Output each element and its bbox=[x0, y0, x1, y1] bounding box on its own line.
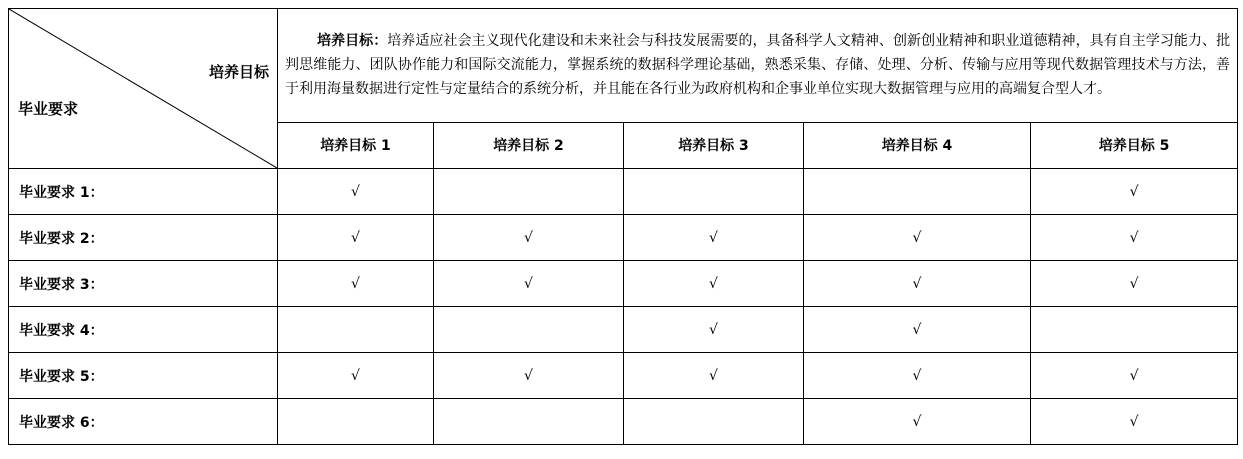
check-mark-cell: √ bbox=[804, 307, 1031, 353]
check-mark-cell: √ bbox=[278, 169, 434, 215]
check-mark-cell: √ bbox=[434, 215, 624, 261]
check-mark-cell: √ bbox=[278, 353, 434, 399]
requirement-row-2 bbox=[9, 215, 1238, 261]
empty-cell bbox=[624, 169, 804, 215]
check-mark-cell: √ bbox=[434, 353, 624, 399]
column-header-objective-3: 培养目标 3 bbox=[624, 122, 804, 168]
check-mark-cell: √ bbox=[1031, 261, 1238, 307]
requirement-row-1 bbox=[9, 169, 1238, 215]
requirement-label: 毕业要求 5： bbox=[9, 353, 278, 399]
check-mark-cell: √ bbox=[278, 215, 434, 261]
empty-cell bbox=[434, 169, 624, 215]
empty-cell bbox=[434, 399, 624, 445]
check-mark-cell: √ bbox=[1031, 353, 1238, 399]
requirement-row-3 bbox=[9, 261, 1238, 307]
requirement-label: 毕业要求 1： bbox=[9, 169, 278, 215]
empty-cell bbox=[1031, 307, 1238, 353]
check-mark-cell: √ bbox=[1031, 399, 1238, 445]
column-header-objective-5: 培养目标 5 bbox=[1031, 122, 1238, 168]
requirement-label: 毕业要求 4： bbox=[9, 307, 278, 353]
check-mark-cell: √ bbox=[624, 215, 804, 261]
check-mark-cell: √ bbox=[434, 261, 624, 307]
check-mark-cell: √ bbox=[804, 399, 1031, 445]
requirement-row-6 bbox=[9, 399, 1238, 445]
requirement-label: 毕业要求 2： bbox=[9, 215, 278, 261]
corner-header-cell bbox=[9, 9, 278, 169]
check-mark-cell: √ bbox=[804, 353, 1031, 399]
objective-text: 培养适应社会主义现代化建设和未来社会与科技发展需要的，具备科学人文精神、创新创业精神和职业道德精神，具有自主学习能力、批判思维能力、团队协作能力和国际交流能力，掌握系统的数据科学理论基础，熟悉采集、存储、处理、分析、传输与应用等现代数据管理技术与方法，善于利用海量数据进行定性与定量结合的系统分析，并且能在各行业为政府机构和企事业单位实现大数据管理与应用的高端复合型人才。 bbox=[285, 33, 1231, 98]
check-mark-cell: √ bbox=[1031, 169, 1238, 215]
empty-cell bbox=[804, 169, 1031, 215]
check-mark-cell: √ bbox=[624, 261, 804, 307]
column-header-objective-1: 培养目标 1 bbox=[278, 122, 434, 168]
check-mark-cell: √ bbox=[804, 215, 1031, 261]
requirement-label: 毕业要求 6： bbox=[9, 399, 278, 445]
check-mark-cell: √ bbox=[278, 261, 434, 307]
objective-label: 培养目标： bbox=[317, 33, 388, 50]
empty-cell bbox=[278, 307, 434, 353]
column-header-objective-4: 培养目标 4 bbox=[804, 122, 1031, 168]
check-mark-cell: √ bbox=[624, 353, 804, 399]
corner-top-label: 培养目标 bbox=[208, 63, 269, 81]
requirement-label: 毕业要求 3： bbox=[9, 261, 278, 307]
empty-cell bbox=[278, 399, 434, 445]
requirement-row-4 bbox=[9, 307, 1238, 353]
requirements-objectives-matrix bbox=[8, 8, 1238, 445]
empty-cell bbox=[434, 307, 624, 353]
column-header-objective-2: 培养目标 2 bbox=[434, 122, 624, 168]
check-mark-cell: √ bbox=[804, 261, 1031, 307]
corner-bottom-label: 毕业要求 bbox=[18, 100, 79, 118]
objective-description-cell bbox=[278, 9, 1238, 123]
diagonal-divider bbox=[9, 9, 277, 168]
requirement-row-5 bbox=[9, 353, 1238, 399]
check-mark-cell: √ bbox=[624, 307, 804, 353]
empty-cell bbox=[624, 399, 804, 445]
check-mark-cell: √ bbox=[1031, 215, 1238, 261]
objective-row bbox=[9, 9, 1238, 123]
